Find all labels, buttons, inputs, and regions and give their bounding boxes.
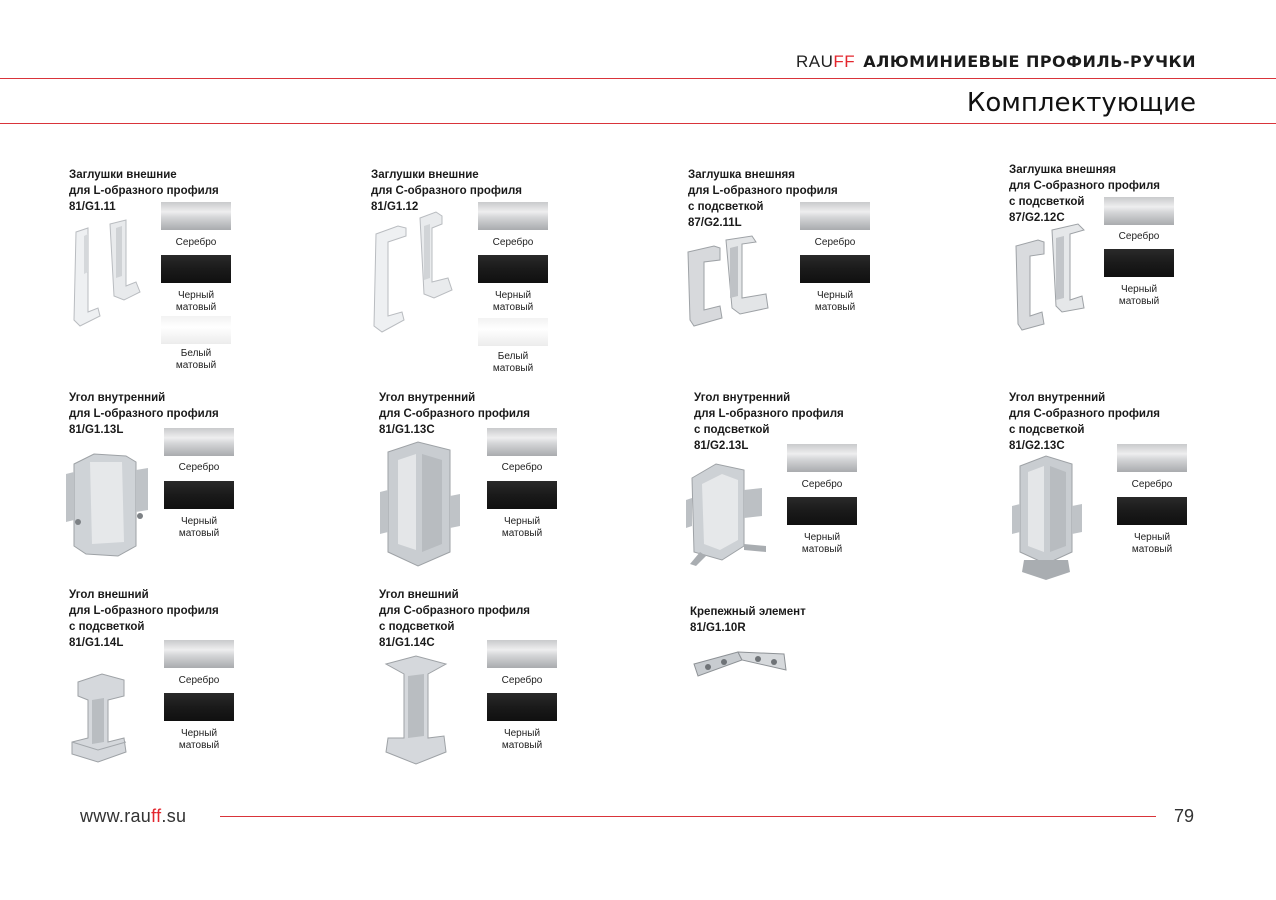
swatch-label-silver: Серебро bbox=[501, 462, 543, 473]
swatch-label-black: Черный матовый bbox=[175, 290, 217, 313]
color-swatch-white bbox=[161, 316, 231, 344]
swatch-label-black: Черный матовый bbox=[1131, 532, 1173, 555]
swatch-label-black: Черный матовый bbox=[814, 290, 856, 313]
color-swatch-silver bbox=[1104, 197, 1174, 225]
color-swatch-silver bbox=[1117, 444, 1187, 472]
swatch-label-silver: Серебро bbox=[492, 237, 534, 248]
color-swatch-silver bbox=[164, 640, 234, 668]
page-title: Комплектующие bbox=[966, 88, 1196, 118]
inner-corner-c-light-image bbox=[1010, 456, 1086, 582]
swatch-label-silver: Серебро bbox=[1118, 231, 1160, 242]
brand-header bbox=[796, 52, 1196, 72]
product-title-87-g2-12c: Заглушка внешняя для С-образного профиля с подсветкой 87/G2.12C bbox=[1009, 164, 1161, 224]
color-swatch-black bbox=[164, 481, 234, 509]
catalog-section-title: АЛЮМИНИЕВЫЕ ПРОФИЛЬ-РУЧКИ bbox=[863, 52, 1196, 71]
swatch-label-silver: Серебро bbox=[814, 237, 856, 248]
outer-corner-l-image bbox=[68, 672, 158, 764]
color-swatch-black bbox=[161, 255, 231, 283]
swatch-label-silver: Серебро bbox=[801, 479, 843, 490]
end-cap-pair-c-light-image bbox=[1012, 224, 1092, 332]
color-swatch-silver bbox=[487, 428, 557, 456]
swatch-label-silver: Серебро bbox=[175, 237, 217, 248]
product-title-81-g1-11: Заглушки внешние для L-образного профиля 81/G1.11 bbox=[69, 169, 219, 213]
color-swatch-black bbox=[478, 255, 548, 283]
swatch-label-black: Черный матовый bbox=[501, 728, 543, 751]
url-part: .su bbox=[161, 806, 187, 826]
swatch-label-black: Черный матовый bbox=[801, 532, 843, 555]
color-swatch-silver bbox=[800, 202, 870, 230]
product-title-81-g1-13l: Угол внутренний для L-образного профиля 81/G1.13L bbox=[69, 392, 219, 436]
product-title-81-g2-13l: Угол внутренний для L-образного профиля с подсветкой 81/G2.13L bbox=[694, 392, 844, 452]
mounting-bracket-image bbox=[692, 644, 792, 686]
color-swatch-silver bbox=[787, 444, 857, 472]
swatch-label-silver: Серебро bbox=[501, 675, 543, 686]
brand-logo-rau: RAU bbox=[796, 52, 834, 71]
product-title-81-g1-10r: Крепежный элемент 81/G1.10R bbox=[690, 606, 806, 634]
end-cap-pair-l-image bbox=[70, 216, 150, 331]
product-title-81-g1-14c: Угол внешний для С-образного профиля с подсветкой 81/G1.14C bbox=[379, 589, 531, 649]
url-part-accent: ff bbox=[151, 806, 162, 826]
footer-rule bbox=[220, 816, 1156, 817]
color-swatch-silver bbox=[487, 640, 557, 668]
header-rule-top bbox=[0, 78, 1276, 79]
color-swatch-black bbox=[164, 693, 234, 721]
inner-corner-c-image bbox=[378, 440, 468, 575]
product-title-87-g2-11l: Заглушка внешняя для L-образного профиля с подсветкой 87/G2.11L bbox=[688, 169, 838, 229]
product-title-81-g2-13c: Угол внутренний для С-образного профиля с подсветкой 81/G2.13C bbox=[1009, 392, 1161, 452]
color-swatch-black bbox=[487, 481, 557, 509]
swatch-label-silver: Серебро bbox=[1131, 479, 1173, 490]
end-cap-pair-c-image bbox=[372, 208, 462, 338]
swatch-label-black: Черный матовый bbox=[178, 516, 220, 539]
url-part: www.rau bbox=[80, 806, 152, 826]
swatch-label-black: Черный матовый bbox=[1118, 284, 1160, 307]
inner-corner-l-light-image bbox=[686, 460, 772, 570]
product-title-81-g1-14l: Угол внешний для L-образного профиля с подсветкой 81/G1.14L bbox=[69, 589, 219, 649]
swatch-label-silver: Серебро bbox=[178, 462, 220, 473]
product-title-81-g1-12: Заглушки внешние для С-образного профиля 81/G1.12 bbox=[371, 169, 523, 213]
color-swatch-black bbox=[1117, 497, 1187, 525]
inner-corner-l-image bbox=[66, 450, 156, 565]
color-swatch-silver bbox=[478, 202, 548, 230]
swatch-label-black: Черный матовый bbox=[501, 516, 543, 539]
color-swatch-silver bbox=[161, 202, 231, 230]
swatch-label-silver: Серебро bbox=[178, 675, 220, 686]
swatch-label-black: Черный матовый bbox=[178, 728, 220, 751]
color-swatch-black bbox=[787, 497, 857, 525]
brand-logo-ff: FF bbox=[833, 52, 856, 71]
header-rule-bottom bbox=[0, 123, 1276, 124]
swatch-label-white: Белый матовый bbox=[175, 348, 217, 371]
color-swatch-black bbox=[800, 255, 870, 283]
color-swatch-black bbox=[487, 693, 557, 721]
website-link[interactable] bbox=[80, 806, 186, 827]
color-swatch-white bbox=[478, 318, 548, 346]
swatch-label-white: Белый матовый bbox=[492, 351, 534, 374]
product-title-81-g1-13c: Угол внутренний для С-образного профиля 81/G1.13C bbox=[379, 392, 531, 436]
color-swatch-silver bbox=[164, 428, 234, 456]
color-swatch-black bbox=[1104, 249, 1174, 277]
page-number: 79 bbox=[1174, 806, 1195, 826]
end-cap-pair-l-light-image bbox=[686, 236, 776, 328]
outer-corner-c-image bbox=[382, 656, 458, 768]
swatch-label-black: Черный матовый bbox=[492, 290, 534, 313]
